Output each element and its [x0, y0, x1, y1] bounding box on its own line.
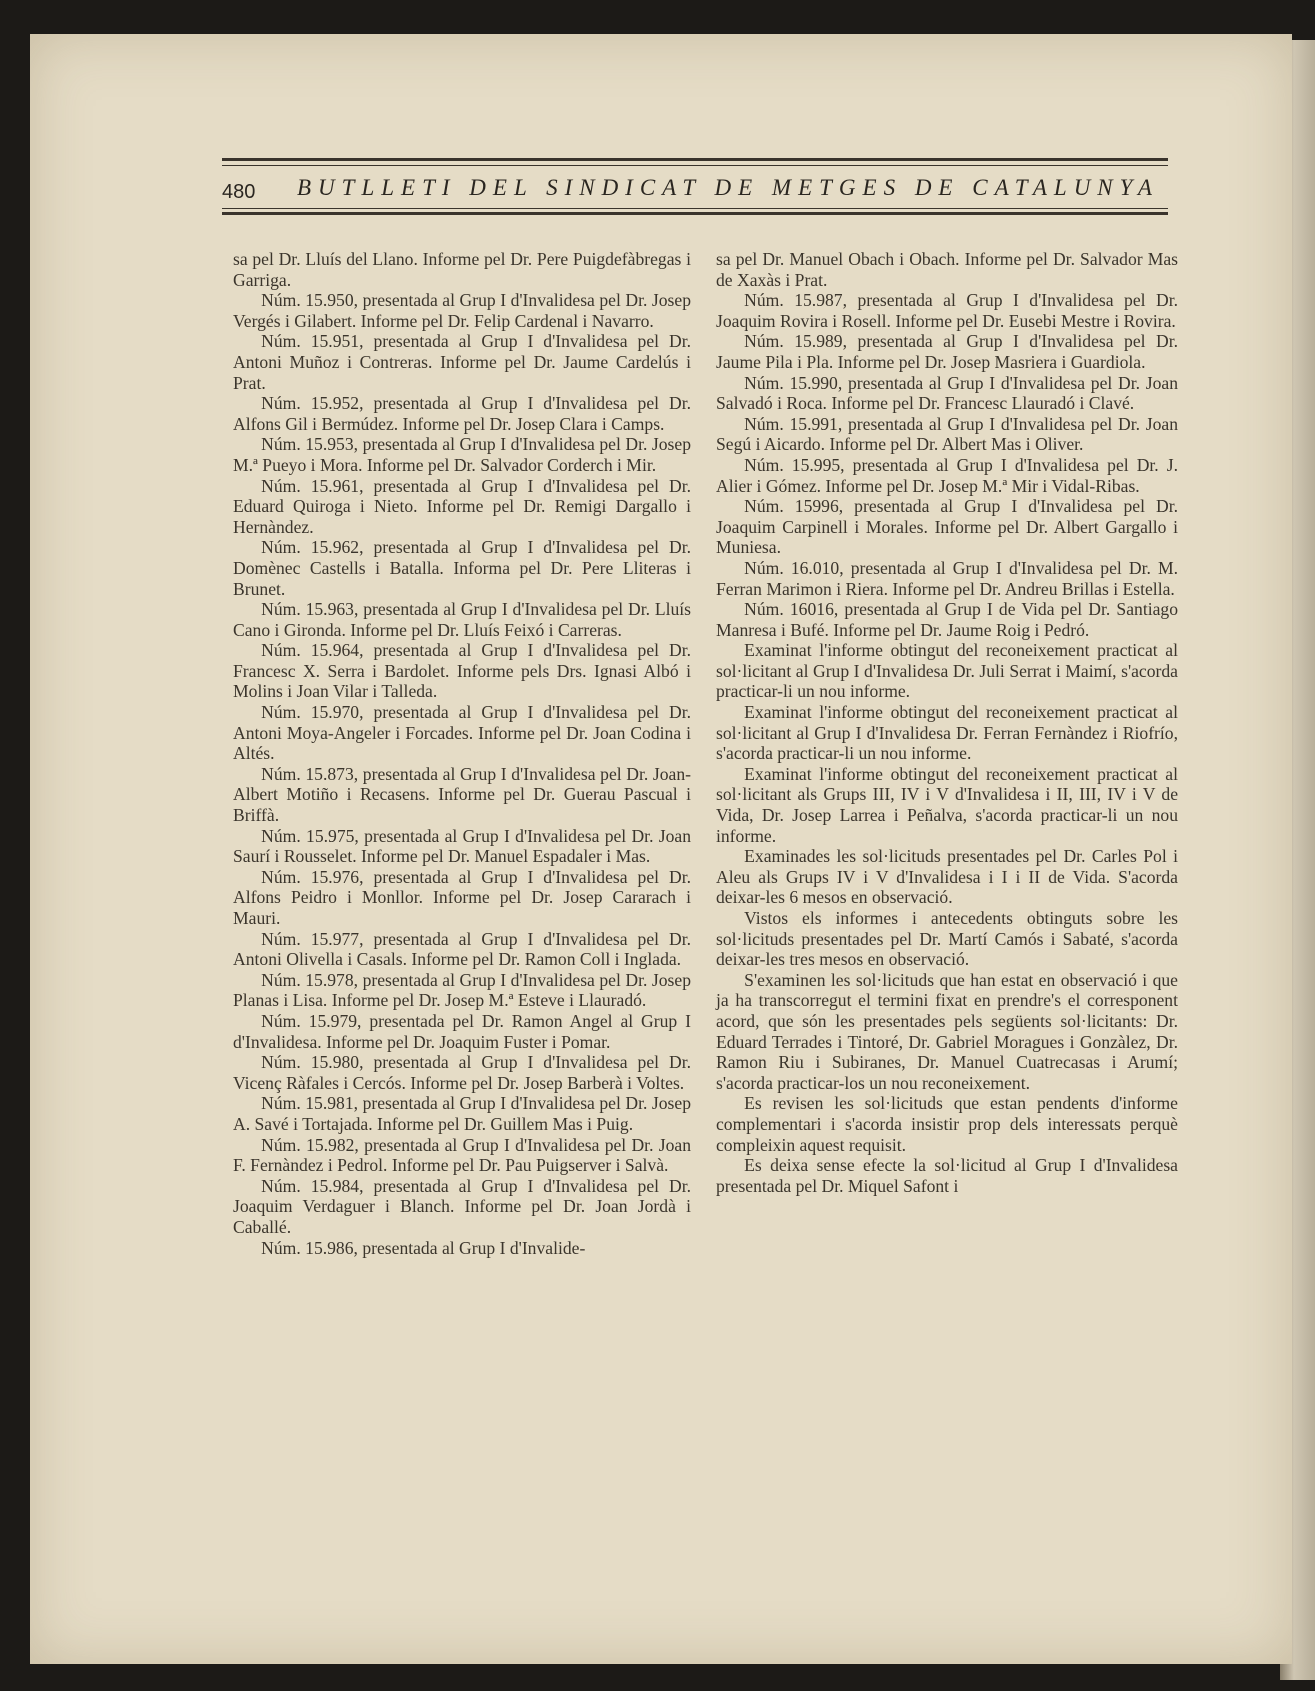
paragraph: Núm. 15996, presentada al Grup I d'Invalidesa pel Dr. Joaquim Carpinell i Morales. Informe pel Dr. Albert Gargallo i Muniesa. [716, 496, 1178, 558]
header-rule-top [222, 158, 1168, 161]
paragraph: Núm. 15.982, presentada al Grup I d'Invalidesa pel Dr. Joan F. Fernàndez i Pedrol. Informe pel Dr. Pau Puigserver i Salvà. [233, 1134, 691, 1176]
paragraph: Núm. 15.975, presentada al Grup I d'Invalidesa pel Dr. Joan Saurí i Rousselet. Informe pel Dr. Manuel Espadaler i Mas. [233, 825, 691, 867]
header-rule-bottom [222, 212, 1168, 215]
page-number: 480 [222, 181, 256, 203]
paragraph: Núm. 15.986, presentada al Grup I d'Invalide- [261, 1237, 586, 1258]
paragraph: sa pel Dr. Manuel Obach i Obach. Informe pel Dr. Salvador Mas de Xaxàs i Prat. [716, 249, 1178, 290]
paragraph: Núm. 15.990, presentada al Grup I d'Invalidesa pel Dr. Joan Salvadó i Roca. Informe pel Dr. Francesc Llauradó i Clavé. [716, 372, 1178, 414]
paragraph: Núm. 15.873, presentada al Grup I d'Invalidesa pel Dr. Joan-Albert Motiño i Recasens. Informe pel Dr. Guerau Pascual i Briffà. [233, 763, 691, 826]
paragraph: Examinades les sol·licituds presentades pel Dr. Carles Pol i Aleu als Grups IV i V d'Invalidesa i I i II de Vida. S'acorda deixar-les 6 mesos en observació. [716, 846, 1178, 908]
paragraph: Núm. 15.950, presentada al Grup I d'Invalidesa pel Dr. Josep Vergés i Gilabert. Informe pel Dr. Felip Cardenal i Navarro. [233, 290, 691, 331]
paragraph: Núm. 15.952, presentada al Grup I d'Invalidesa pel Dr. Alfons Gil i Bermúdez. Informe pel Dr. Josep Clara i Camps. [233, 393, 691, 434]
paragraph: Núm. 15.961, presentada al Grup I d'Invalidesa pel Dr. Eduard Quiroga i Nieto. Informe pel Dr. Remigi Dargallo i Hernàndez. [233, 475, 691, 537]
paragraph: Núm. 15.995, presentada al Grup I d'Invalidesa pel Dr. J. Alier i Gómez. Informe pel Dr. Josep M.ª Mir i Vidal-Ribas. [716, 454, 1178, 496]
paragraph: Núm. 15.976, presentada al Grup I d'Invalidesa pel Dr. Alfons Peidro i Monllor. Informe pel Dr. Josep Cararach i Mauri. [233, 866, 691, 928]
paragraph: Núm. 15.951, presentada al Grup I d'Invalidesa pel Dr. Antoni Muñoz i Contreras. Informe pel Dr. Jaume Cardelús i Prat. [233, 331, 691, 393]
paragraph: Examinat l'informe obtingut del reconeixement practicat al sol·licitant als Grups III, IV i V d'Invalidesa i II, III, IV i V de Vida, Dr. Josep Larrea i Peñalva, s'acorda practicar-li un nou informe. [716, 763, 1178, 846]
paragraph: Examinat l'informe obtingut del reconeixement practicat al sol·licitant al Grup I d'Invalidesa Dr. Juli Serrat i Maimí, s'acorda practicar-li un nou informe. [716, 640, 1178, 702]
paragraph: Examinat l'informe obtingut del reconeixement practicat al sol·licitant al Grup I d'Invalidesa Dr. Ferran Fernàndez i Riofrío, s'acorda practicar-li un nou informe. [716, 702, 1178, 764]
paragraph: sa pel Dr. Lluís del Llano. Informe pel Dr. Pere Puigdefàbregas i Garriga. [233, 249, 691, 290]
header-rule-top-thin [222, 165, 1168, 166]
header-rule-bottom-thin [222, 208, 1168, 209]
paragraph: Núm. 15.963, presentada al Grup I d'Invalidesa pel Dr. Lluís Cano i Gironda. Informe pel Dr. Lluís Feixó i Carreras. [233, 599, 691, 640]
paragraph: Núm. 15.987, presentada al Grup I d'Invalidesa pel Dr. Joaquim Rovira i Rosell. Informe pel Dr. Eusebi Mestre i Rovira. [716, 290, 1178, 331]
paragraph: Es revisen les sol·licituds que estan pendents d'informe complementari i s'acorda insistir prop dels interessats perquè compleixin aquest requisit. [716, 1093, 1178, 1155]
paragraph: Núm. 15.953, presentada al Grup I d'Invalidesa pel Dr. Josep M.ª Pueyo i Mora. Informe pel Dr. Salvador Corderch i Mir. [233, 434, 691, 475]
paragraph: Núm. 16.010, presentada al Grup I d'Invalidesa pel Dr. M. Ferran Marimon i Riera. Informe pel Dr. Andreu Brillas i Estella. [716, 557, 1178, 599]
paragraph: Núm. 15.981, presentada al Grup I d'Invalidesa pel Dr. Josep A. Savé i Tortajada. Informe pel Dr. Guillem Mas i Puig. [233, 1093, 691, 1134]
paragraph: Vistos els informes i antecedents obtinguts sobre les sol·licituds presentades pel Dr. Martí Camós i Sabaté, s'acorda deixar-les tres mesos en observació. [716, 908, 1178, 970]
journal-title: BUTLLETI DEL SINDICAT DE METGES DE CATALUNYA [297, 175, 1159, 200]
page-header [222, 175, 1168, 205]
paragraph: Núm. 15.984, presentada al Grup I d'Invalidesa pel Dr. Joaquim Verdaguer i Blanch. Informe pel Dr. Joan Jordà i Caballé. [233, 1175, 691, 1237]
left-text-column [233, 249, 691, 1258]
paragraph: Núm. 15.980, presentada al Grup I d'Invalidesa pel Dr. Vicenç Ràfales i Cercós. Informe pel Dr. Josep Barberà i Voltes. [233, 1052, 691, 1093]
paragraph: Núm. 15.970, presentada al Grup I d'Invalidesa pel Dr. Antoni Moya-Angeler i Forcades. Informe pel Dr. Joan Codina i Altés. [233, 702, 691, 764]
paragraph: Núm. 15.964, presentada al Grup I d'Invalidesa pel Dr. Francesc X. Serra i Bardolet. Informe pels Drs. Ignasi Albó i Molins i Joan Vilar i Talleda. [233, 640, 691, 702]
paragraph: Núm. 15.991, presentada al Grup I d'Invalidesa pel Dr. Joan Segú i Aicardo. Informe pel Dr. Albert Mas i Oliver. [716, 413, 1178, 455]
paragraph: Núm. 15.977, presentada al Grup I d'Invalidesa pel Dr. Antoni Olivella i Casals. Informe pel Dr. Ramon Coll i Inglada. [233, 928, 691, 970]
paragraph: Es deixa sense efecte la sol·licitud al Grup I d'Invalidesa presentada pel Dr. Miquel Safont i [716, 1155, 1178, 1196]
paragraph: Núm. 15.978, presentada al Grup I d'Invalidesa pel Dr. Josep Planas i Lisa. Informe pel Dr. Josep M.ª Esteve i Llauradó. [233, 969, 691, 1011]
paragraph: Núm. 15.962, presentada al Grup I d'Invalidesa pel Dr. Domènec Castells i Batalla. Informa pel Dr. Pere Lliteras i Brunet. [233, 537, 691, 599]
paragraph: Núm. 15.989, presentada al Grup I d'Invalidesa pel Dr. Jaume Pila i Pla. Informe pel Dr. Josep Masriera i Guardiola. [716, 331, 1178, 372]
paragraph: S'examinen les sol·licituds que han estat en observació i que ja ha transcorregut el termini fixat en prendre's el corresponent acord, que són les presentades pels següents sol·licitants: Dr. Eduard Terrades i Tintoré, Dr. Gabriel Moragues i Gonzàlez, Dr. Ramon Riu i Subiranes, Dr. Manuel Cuatrecasas i Arumí; s'acorda practicar-los un nou reconeixement. [716, 969, 1178, 1093]
paragraph: Núm. 15.979, presentada pel Dr. Ramon Angel al Grup I d'Invalidesa. Informe pel Dr. Joaquim Fuster i Pomar. [233, 1010, 691, 1052]
right-text-column [716, 249, 1178, 1196]
paragraph: Núm. 16016, presentada al Grup I de Vida pel Dr. Santiago Manresa i Bufé. Informe pel Dr. Jaume Roig i Pedró. [716, 599, 1178, 640]
